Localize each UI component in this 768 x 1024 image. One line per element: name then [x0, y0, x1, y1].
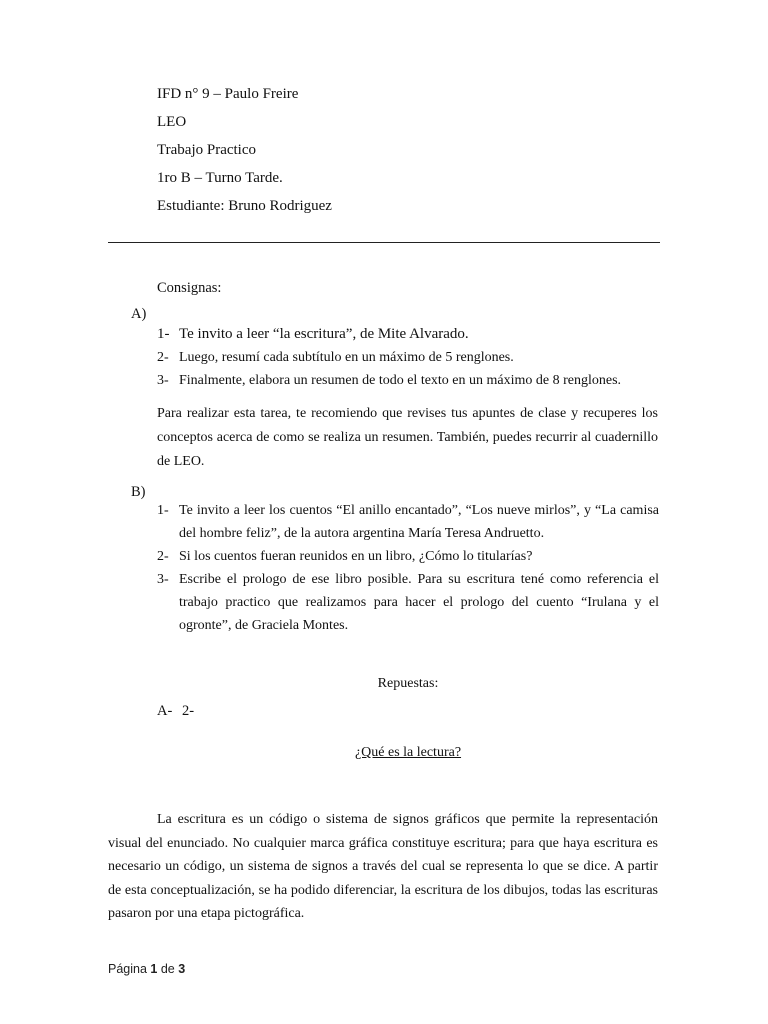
consignas-label: Consignas:: [157, 280, 222, 296]
section-b-items: [157, 499, 659, 637]
footer-prefix: Página: [108, 962, 147, 976]
header-divider: [108, 242, 660, 243]
header-block: [157, 84, 332, 224]
list-item: [157, 545, 659, 568]
header-course: 1ro B – Turno Tarde.: [157, 170, 283, 186]
header-subject: LEO: [157, 114, 187, 130]
section-a-items: [157, 323, 659, 392]
answer-heading-text: ¿Qué es la lectura?: [354, 745, 462, 760]
list-item: [157, 499, 659, 545]
list-item-text: Te invito a leer los cuentos “El anillo encantado”, “Los nueve mirlos”, y “La camisa del hombre feliz”, de la autora argentina María Teresa Andruetto.: [179, 503, 659, 541]
list-item: [157, 568, 659, 637]
list-item-text: Te invito a leer “la escritura”, de Mite Alvarado.: [179, 326, 469, 342]
list-item-text: Si los cuentos fueran reunidos en un libro, ¿Cómo lo titularías?: [179, 549, 533, 564]
footer-current-page: 1: [150, 962, 158, 976]
page-footer: [108, 962, 185, 976]
footer-total-pages: 3: [178, 962, 186, 976]
list-item-number: 1-: [157, 326, 170, 342]
list-item-text: Finalmente, elabora un resumen de todo el texto en un máximo de 8 renglones.: [179, 373, 622, 388]
header-institution: IFD n° 9 – Paulo Freire: [157, 86, 299, 102]
section-a-letter: A): [131, 306, 147, 322]
header-student: Estudiante: Bruno Rodriguez: [157, 198, 332, 214]
list-item: [157, 323, 659, 346]
answer-paragraph: La escritura es un código o sistema de signos gráficos que permite la representación visual del enunciado. No cualquier marca gráfica constituye escritura; para que haya escritura es necesario un código, un sistema de signos a través del cual se representa lo que se dice. A partir de esta conceptualización, se ha podido diferenciar, la escritura de los dibujos, todas las escrituras pasaron por una etapa pictográfica.: [108, 812, 658, 921]
list-item-number: 3-: [157, 572, 169, 587]
list-item-text: Escribe el prologo de ese libro posible. Para su escritura tené como referencia el trabajo practico que realizamos para hacer el prologo del cuento “Irulana y el ogronte”, de Graciela Montes.: [179, 572, 659, 633]
respuestas-label: Repuestas:: [377, 676, 439, 691]
list-item-text: Luego, resumí cada subtítulo en un máximo de 5 renglones.: [179, 350, 514, 365]
header-doc-type: Trabajo Practico: [157, 142, 257, 158]
answer-heading: [108, 745, 708, 761]
list-item-number: 3-: [157, 373, 169, 388]
section-b-letter: B): [131, 484, 146, 500]
answer-reference: [157, 703, 194, 720]
list-item-number: 2-: [157, 549, 169, 564]
list-item: [157, 346, 659, 369]
answer-item: 2-: [181, 703, 195, 719]
answer-part: A-: [157, 703, 173, 719]
section-a-note: Para realizar esta tarea, te recomiendo que revises tus apuntes de clase y recuperes los conceptos acerca de como se realiza un resumen. También, puedes recurrir al cuadernillo de LEO.: [157, 406, 658, 469]
list-item-number: 1-: [157, 503, 169, 518]
list-item-number: 2-: [157, 350, 169, 365]
list-item: [157, 369, 659, 392]
footer-middle: de: [160, 962, 175, 976]
